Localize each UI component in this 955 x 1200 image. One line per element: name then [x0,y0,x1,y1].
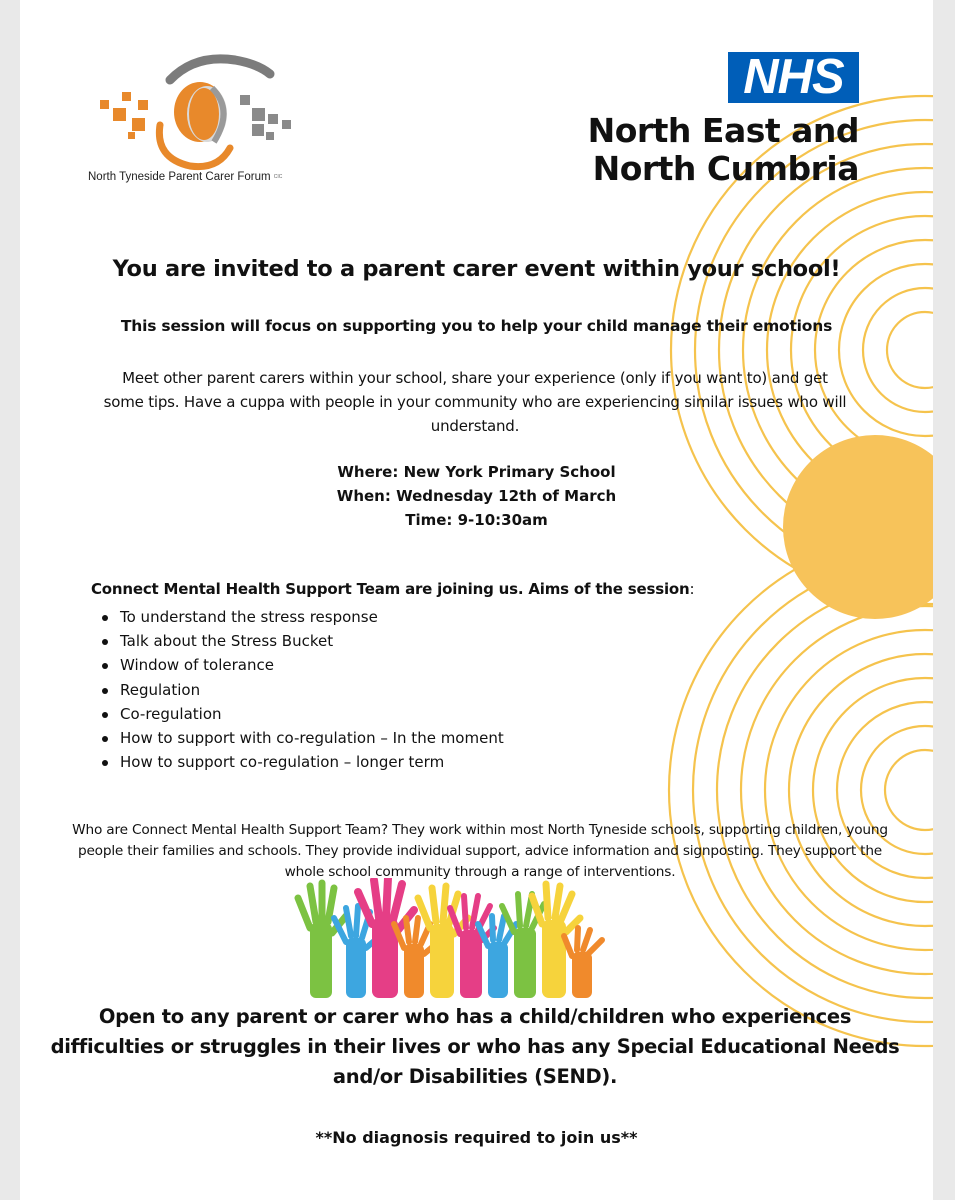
raised-hands-icon [288,878,608,998]
nhs-region-line2: North Cumbria [592,149,859,188]
flyer-page [20,0,933,1200]
nhs-region [588,112,859,188]
nhs-region-line1: North East and [587,111,859,150]
list-item: Regulation [98,678,504,702]
forum-cic-suffix: CIC [273,173,283,180]
no-diagnosis-note: **No diagnosis required to join us** [315,1128,638,1147]
forum-name [88,171,348,183]
list-item: Co-regulation [98,702,504,726]
session-subtitle: This session will focus on supporting you to help your child manage their emotions [120,317,833,335]
list-item: Talk about the Stress Bucket [98,629,504,653]
event-time: Time: 9-10:30am [405,511,548,529]
forum-name-text: North Tyneside Parent Carer Forum [88,171,271,183]
aims-list [98,605,504,774]
open-to-statement: Open to any parent or carer who has a child/children who experiences difficulties or struggles in their lives or who has any Special Educational Needs and/or Disabilities (SEND). [50,1005,900,1088]
event-when: When: Wednesday 12th of March [336,487,617,505]
nhs-logo: NHS [728,52,859,103]
aims-heading-text: Connect Mental Health Support Team are joining us. Aims of the session [91,580,690,598]
list-item: How to support co-regulation – longer term [98,750,504,774]
aims-heading [91,580,694,598]
list-item: To understand the stress response [98,605,504,629]
event-where: Where: New York Primary School [337,463,616,481]
list-item: How to support with co-regulation – In the moment [98,726,504,750]
page-title: You are invited to a parent carer event within your school! [112,256,841,282]
list-item: Window of tolerance [98,653,504,677]
event-details [20,460,933,532]
intro-paragraph: Meet other parent carers within your school, share your experience (only if you want to) and get some tips. Have a cuppa with people in your community who are experiencing similar issues who will understand. [103,369,847,435]
aims-heading-colon: : [689,580,695,598]
who-paragraph: Who are Connect Mental Health Support Team? They work within most North Tyneside schools, supporting children, young people their families and schools. They provide individual support, advice information and signposting. They support the whole school community through a range of interventions. [72,822,888,880]
